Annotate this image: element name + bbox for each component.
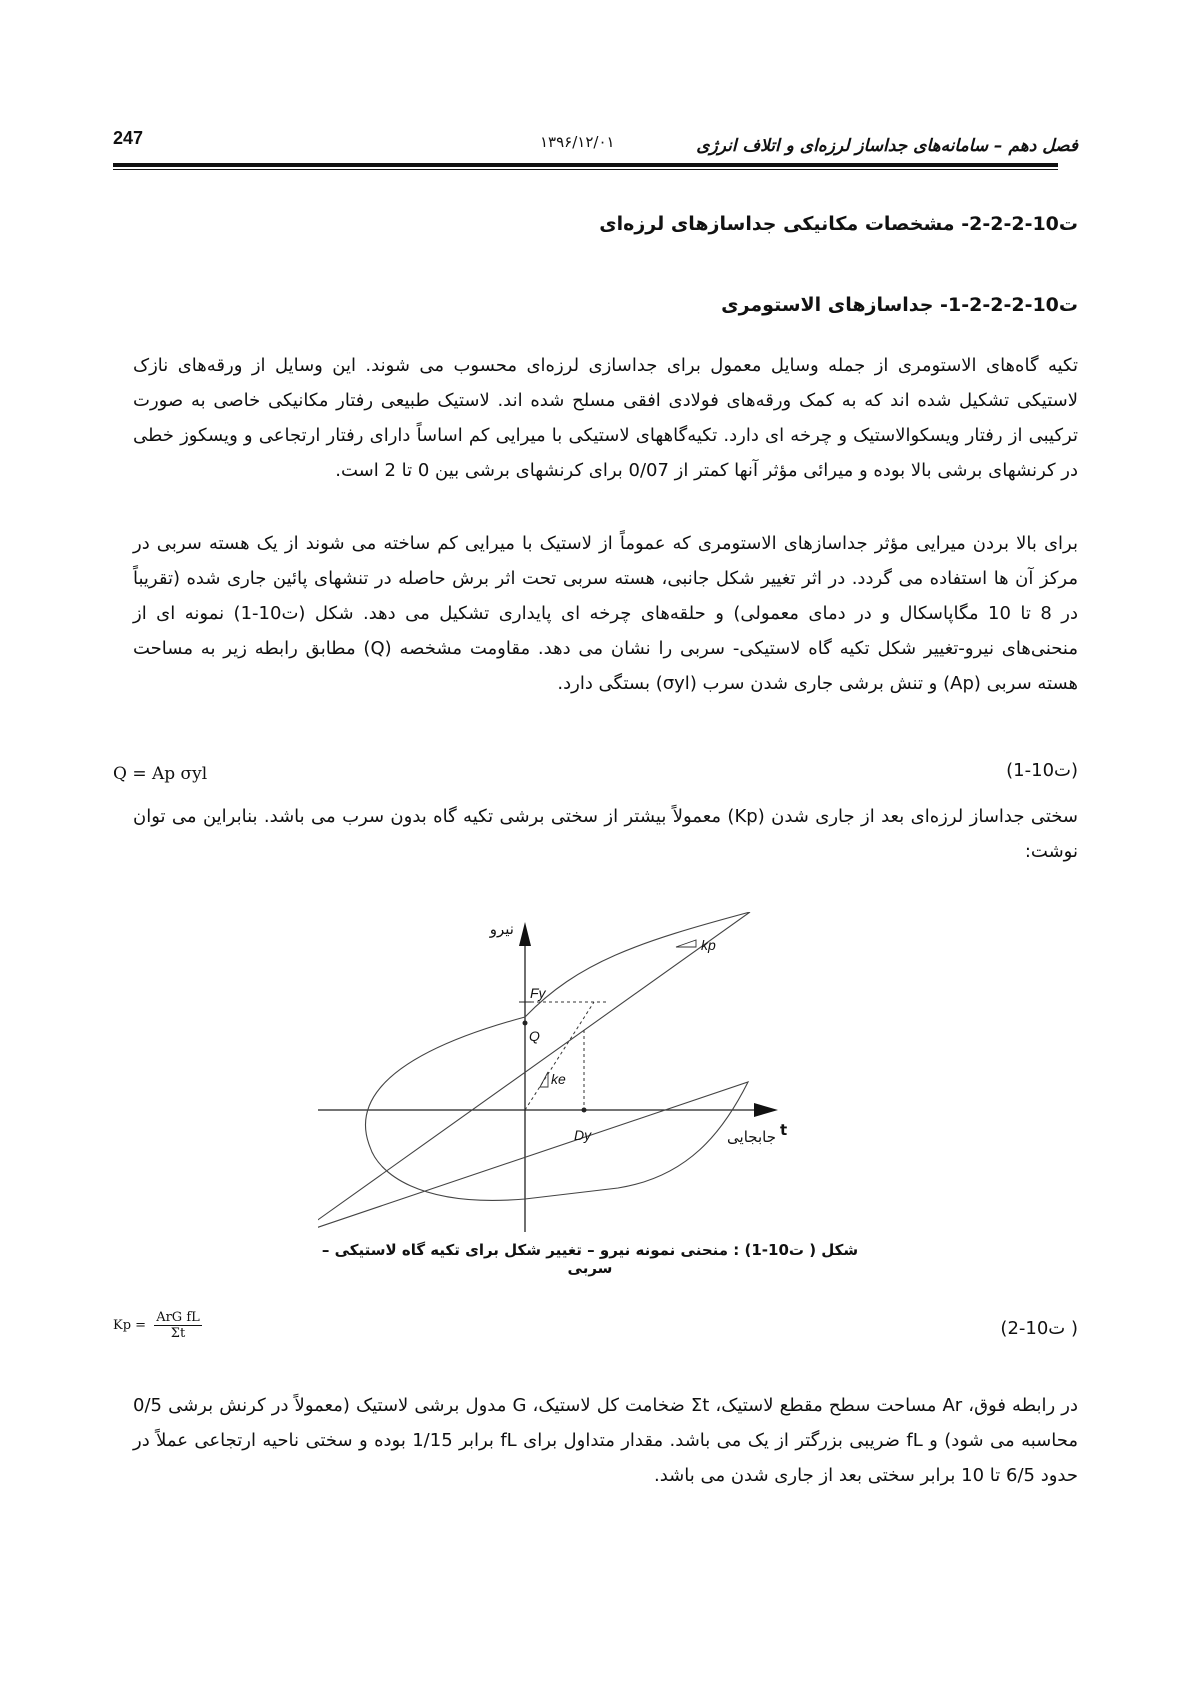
ke-label: ke (551, 1071, 566, 1087)
fy-label: Fy (530, 985, 546, 1001)
equation-2-denominator: Σt (170, 1326, 186, 1341)
subsection-heading: ت10-2-2-2-1- جداسازهای الاستومری (721, 294, 1078, 316)
ke-triangle (540, 1072, 548, 1087)
paragraph-elastomeric-intro: تکیه گاه‌های الاستومری از جمله وسایل معمول برای جداسازی لرزه‌ای محسوب می شوند. این وسایل از ورقه‌های نازک لاستیکی تشکیل شده اند که به کمک ورقه‌های فولادی افقی مسلح شده اند. لاستیک طبیعی رفتار مکانیکی خاصی به صورت ترکیبی از رفتار ویسکوالاستیک و چرخه ای دارد. تکیه‌گاههای لاستیکی با میرایی کم اساساً دارای رفتار ارتجاعی و ویسکوز خطی در کرنشهای برشی بالا بوده و میرائی مؤثر آنها کمتر از 0/07 برای کرنشهای برشی بین 0 تا 2 است. (133, 355, 1078, 481)
y-axis-label: نیرو (489, 920, 514, 938)
kp-label: kp (701, 937, 716, 953)
q-label: Q (529, 1028, 540, 1044)
paragraph-variables: در رابطه فوق، Ar مساحت سطح مقطع لاستیک، Σt ضخامت کل لاستیک، G مدول برشی لاستیک (معمولاً در کرنش برشی 0/5 محاسبه می شود) و fL ضریبی بزرگتر از یک می باشد. مقدار متداول برای fL برابر 1/15 بوده و سختی ناحیه ارتجاعی عملاً در حدود 6/5 تا 10 برابر سختی بعد از جاری شدن می باشد. (133, 1395, 1078, 1486)
header-rule (113, 163, 1058, 167)
paragraph-lead-core: برای بالا بردن میرایی مؤثر جداسازهای الاستومری که عموماً از لاستیک با میرایی کم ساخته می شوند از یک هسته سربی در مرکز آن ها استفاده می گردد. در اثر تغییر شکل جانبی، هسته سربی تحت اثر برش حاصله در تنشهای پائین جاری شده (تقریباً در 8 تا 10 مگاپاسکال و در دمای معمولی) و حلقه‌های چرخه ای پایداری تشکیل می دهد. شکل (ت10-1) نمونه ای از منحنی‌های نیرو-تغییر شکل تکیه گاه لاستیکی- سربی را نشان می دهد. مقاومت مشخصه (Q) مطابق رابطه زیر به مساحت هسته سربی (Ap) و تنش برشی جاری شدن سرب (σyl) بستگی دارد. (133, 533, 1078, 694)
equation-2-number: ( ت10-2) (1000, 1318, 1078, 1339)
section-heading: ت10-2-2-2- مشخصات مکانیکی جداسازهای لرزه‌ای (599, 213, 1078, 235)
header-date: ۱۳۹۶/۱۲/۰۱ (540, 133, 615, 151)
equation-1-number: (ت10-1) (1006, 760, 1078, 781)
hysteresis-figure (318, 912, 858, 1242)
hysteresis-loop (318, 912, 750, 1234)
kp-triangle (676, 940, 696, 947)
x-axis-label: جابجایی (727, 1128, 776, 1146)
equation-2-lhs: Kp = (113, 1318, 147, 1333)
equation-2 (113, 1310, 202, 1341)
equation-2-numerator: ArG fL (156, 1310, 200, 1325)
x-axis-arrow (754, 1103, 778, 1117)
page-number: 247 (113, 128, 144, 148)
x-axis-symbol: t (780, 1121, 788, 1139)
paragraph-stiffness: سختی جداساز لرزه‌ای بعد از جاری شدن (Kp) معمولاً بیشتر از سختی برشی تکیه گاه بدون سرب می باشد. بنابراین می توان نوشت: (133, 806, 1078, 862)
figure-caption: شکل ( ت10-1) : منحنی نمونه نیرو – تغییر شکل برای تکیه گاه لاستیکی – سربی (321, 1241, 859, 1277)
equation-1: Q = Ap σyl (113, 764, 208, 784)
equation-2-fraction (154, 1310, 202, 1341)
header-rule-thin (113, 169, 1058, 170)
dy-label: Dy (574, 1127, 592, 1143)
y-axis-arrow (519, 922, 531, 946)
chapter-title: فصل دهم – سامانه‌های جداساز لرزه‌ای و اتلاف انرژی (696, 136, 1078, 156)
